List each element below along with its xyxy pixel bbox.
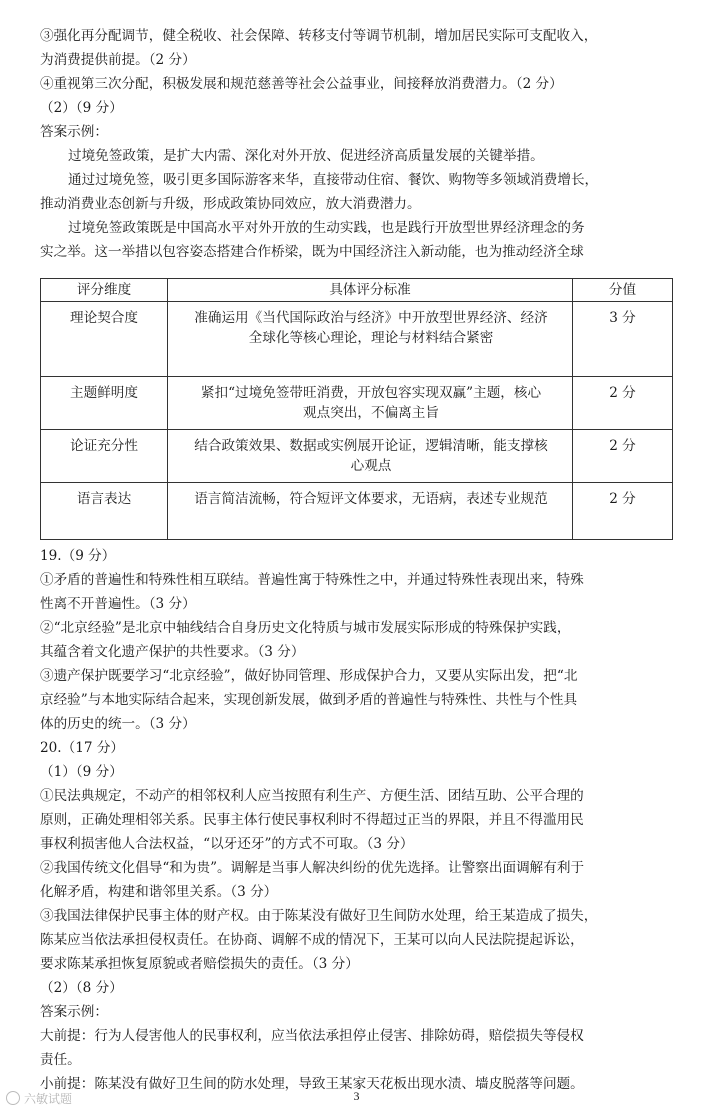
- scoring-rubric-table: [40, 278, 673, 540]
- text-line: 性离不开普遍性。（3 分）: [40, 596, 196, 612]
- text-line: ④重视第三次分配，积极发展和规范慈善等社会公益事业，间接释放消费潜力。（2 分）: [40, 76, 563, 92]
- text-line: 其蕴含着文化遗产保护的共性要求。（3 分）: [40, 644, 305, 660]
- watermark-text: 六敏试题: [24, 1092, 73, 1106]
- question-heading: 20.（17 分）: [40, 740, 125, 756]
- table-row: [41, 302, 673, 377]
- row-standard-line: 紧扣“过境免签带旺消费，开放包容实现双赢”主题，核心: [200, 385, 542, 401]
- essay-line: 实之举。这一举措以包容姿态搭建合作桥梁，既为中国经济注入新动能，也为推动经济全球: [40, 244, 584, 260]
- row-standard-line: 全球化等核心理论，理论与材料结合紧密: [248, 330, 494, 346]
- text-line: 陈某应当依法承担侵权责任。在协商、调解不成的情况下，王某可以向人民法院提起诉讼，: [40, 932, 584, 948]
- text-line: 大前提：行为人侵害他人的民事权利，应当依法承担停止侵害、排除妨碍，赔偿损失等侵权: [40, 1028, 584, 1044]
- text-line: 小前提：陈某没有做好卫生间的防水处理，导致王某家天花板出现水渍、墙皮脱落等问题。: [40, 1076, 584, 1092]
- text-line: ②“北京经验”是北京中轴线结合自身历史文化特质与城市发展实际形成的特殊保护实践，: [40, 620, 571, 636]
- text-line: 化解矛盾，构建和谐邻里关系。（3 分）: [40, 884, 278, 900]
- text-line: 为消费提供前提。（2 分）: [40, 52, 196, 68]
- essay-line: 过境免签政策，是扩大内需、深化对外开放、促进经济高质量发展的关键举措。: [68, 148, 544, 164]
- text-line: ②我国传统文化倡导“和为贵”。调解是当事人解决纠纷的优先选择。让警察出面调解有利于: [40, 860, 585, 876]
- text-line: （1）（9 分）: [40, 764, 123, 780]
- essay-line: 推动消费业态创新与升级，形成政策协同效应，放大消费潜力。: [40, 196, 421, 212]
- row-standard-line: 语言简洁流畅，符合短评文体要求，无语病，表述专业规范: [194, 491, 548, 507]
- row-dimension: 理论契合度: [70, 310, 138, 326]
- text-line: 答案示例：: [40, 124, 108, 140]
- text-line: 体的历史的统一。（3 分）: [40, 716, 196, 732]
- text-line: ①矛盾的普遍性和特殊性相互联结。普遍性寓于特殊性之中，并通过特殊性表现出来，特殊: [40, 572, 584, 588]
- table-row: [41, 430, 673, 483]
- row-standard-line: 心观点: [350, 458, 392, 474]
- text-line: ③我国法律保护民事主体的财产权。由于陈某没有做好卫生间防水处理，给王某造成了损失，: [40, 908, 598, 924]
- text-line: 责任。: [40, 1052, 81, 1068]
- question-heading: 19.（9 分）: [40, 548, 116, 564]
- text-line: ③遗产保护既要学习“北京经验”，做好协同管理、形成保护合力，又要从实际出发，把“北: [40, 668, 578, 684]
- text-line: ③强化再分配调节，健全税收、社会保障、转移支付等调节机制，增加居民实际可支配收入，: [40, 28, 598, 44]
- row-score: 2 分: [609, 385, 636, 401]
- text-line: （2）（8 分）: [40, 980, 123, 996]
- header-score: 分值: [573, 279, 673, 302]
- text-line: 答案示例：: [40, 1004, 108, 1020]
- text-line: 事权利损害他人合法权益，“以牙还牙”的方式不可取。（3 分）: [40, 836, 414, 852]
- header-standard: 具体评分标准: [168, 279, 573, 302]
- text-line: 原则，正确处理相邻关系。民事主体行使民事权利时不得超过正当的界限，并且不得滥用民: [40, 812, 584, 828]
- row-dimension: 主题鲜明度: [70, 385, 138, 401]
- page-number: 3: [353, 1089, 360, 1103]
- row-score: 2 分: [609, 438, 636, 454]
- text-line: 京经验”与本地实际结合起来，实现创新发展，做到矛盾的普遍性与特殊性、共性与个性具: [40, 692, 578, 708]
- row-standard-line: 准确运用《当代国际政治与经济》中开放型世界经济、经济: [194, 310, 548, 326]
- row-dimension: 语言表达: [76, 491, 132, 507]
- row-score: 2 分: [609, 491, 636, 507]
- essay-line: 过境免签政策既是中国高水平对外开放的生动实践，也是践行开放型世界经济理念的务: [68, 220, 585, 236]
- essay-line: 通过过境免签，吸引更多国际游客来华，直接带动住宿、餐饮、购物等多领域消费增长，: [68, 172, 599, 188]
- text-line: 要求陈某承担恢复原貌或者赔偿损失的责任。（3 分）: [40, 956, 359, 972]
- row-standard-line: 结合政策效果、数据或实例展开论证，逻辑清晰，能支撑核: [194, 438, 548, 454]
- text-line: ①民法典规定，不动产的相邻权利人应当按照有利生产、方便生活、团结互助、公平合理的: [40, 788, 584, 804]
- header-dimension: 评分维度: [41, 279, 168, 302]
- table-row: [41, 483, 673, 540]
- row-dimension: 论证充分性: [70, 438, 138, 454]
- table-row: [41, 377, 673, 430]
- row-standard-line: 观点突出，不偏离主旨: [303, 405, 439, 421]
- text-line: （2）（9 分）: [40, 100, 123, 116]
- table-header-row: [41, 279, 673, 302]
- row-score: 3 分: [609, 310, 636, 326]
